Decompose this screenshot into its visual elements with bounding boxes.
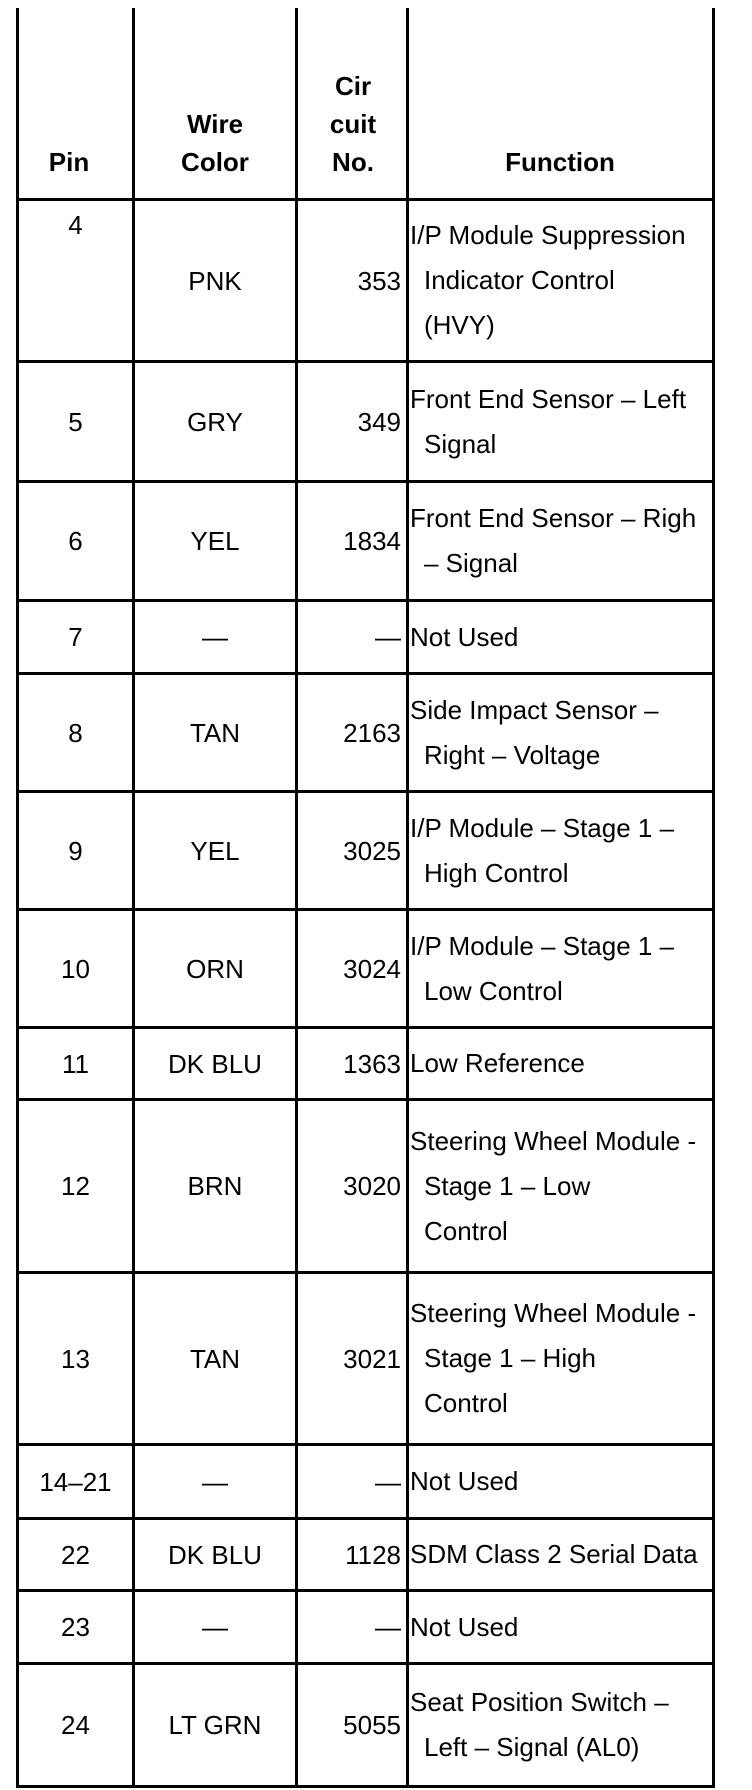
header-circuit-no-line-1: Cir [334,71,372,101]
circuit-cell: 349 [357,406,401,437]
wire-color-cell: TAN [189,717,241,748]
row-divider [16,1589,715,1592]
function-line: Control [424,1215,508,1246]
pin-cell: 24 [61,1710,90,1740]
circuit-cell: 3021 [343,1343,401,1374]
function-line: Signal [424,428,497,459]
function-line: – Signal [424,548,518,578]
wire-color-cell: BRN [187,1171,243,1201]
function-line: Control [424,1388,508,1418]
function-line: Front End Sensor – Left [410,383,687,414]
row-divider [16,1443,715,1446]
pin-cell: 23 [61,1612,90,1642]
function-cell [410,1459,712,1504]
function-line: Front End Sensor – Righ [410,503,697,533]
function-line: Not Used [410,1466,519,1496]
wire-color-cell: GRY [187,406,243,437]
wire-color-cell: — [202,1612,228,1642]
wire-color-cell: YEL [190,835,240,866]
pin-cell: 12 [61,1171,90,1201]
circuit-cell: 3024 [343,953,401,984]
function-line: I/P Module Suppression [410,220,686,250]
wire-color-cell: TAN [189,1343,241,1374]
wire-color-cell: LT GRN [168,1710,262,1740]
circuit-cell: 1363 [343,1048,401,1079]
header-function [410,143,710,181]
header-wire-color-line-2: Color [181,147,249,177]
circuit-cell: — [375,1612,401,1642]
header-circuit-no-line-2: cuit [329,109,377,139]
row-divider [16,1026,715,1029]
wire-color-cell: ORN [186,953,244,984]
function-line: High Control [424,857,569,888]
pin-cell: 7 [68,622,83,652]
header-circuit-no [298,67,408,181]
function-cell [410,1291,712,1426]
header-function-label: Function [505,147,615,177]
pin-cell: 4 [68,210,83,240]
pin-cell: 14–21 [39,1466,112,1497]
function-line: (HVY) [424,310,495,340]
row-divider [16,599,715,602]
wire-color-cell: — [202,622,228,652]
function-line: I/P Module – Stage 1 – [410,930,675,961]
function-line: Not Used [410,1611,519,1642]
pin-cell: 11 [62,1048,89,1079]
function-line: SDM Class 2 Serial Data [410,1539,698,1569]
wire-color-cell: YEL [190,526,240,556]
function-line: Steering Wheel Module - [410,1125,697,1156]
row-divider [16,1098,715,1101]
row-divider [16,1271,715,1274]
circuit-cell: 2163 [343,717,401,748]
function-line: Right – Voltage [424,739,601,770]
function-cell [410,615,712,660]
circuit-cell: — [375,1466,401,1497]
function-cell [410,1041,712,1086]
circuit-cell: 353 [357,265,401,296]
circuit-cell: 5055 [343,1710,401,1740]
function-line: Stage 1 – Low [424,1170,591,1201]
header-pin-label: Pin [48,147,90,177]
row-divider [16,908,715,911]
function-cell [410,806,712,896]
row-divider [16,360,715,363]
circuit-cell: — [375,622,401,652]
function-cell [410,924,712,1014]
pin-cell: 8 [68,717,83,748]
row-divider [16,1517,715,1520]
circuit-cell: 3025 [343,835,401,866]
function-line: Side Impact Sensor – [410,694,659,725]
header-wire-color [135,105,295,181]
function-line: Low Control [424,975,563,1006]
circuit-cell: 1834 [343,526,401,556]
function-cell [410,377,712,467]
function-line: Seat Position Switch – [410,1687,669,1717]
pin-cell: 5 [68,406,83,437]
function-line: Not Used [410,621,519,652]
function-cell [410,496,712,586]
function-cell [410,213,712,348]
row-divider [16,480,715,483]
function-line: Low Reference [410,1048,585,1078]
header-circuit-no-line-3: No. [332,147,374,177]
wire-color-cell: DK BLU [168,1539,262,1570]
function-line: Stage 1 – High [424,1343,597,1373]
function-line: Steering Wheel Module - [410,1298,697,1328]
function-cell [410,1532,712,1577]
row-divider [16,1662,715,1665]
circuit-cell: 1128 [345,1539,401,1570]
row-divider [16,1785,715,1788]
function-cell [410,1680,712,1770]
function-line: I/P Module – Stage 1 – [410,812,675,843]
row-divider [16,790,715,793]
pin-cell: 13 [61,1343,90,1374]
wire-color-cell: — [202,1466,228,1497]
function-line: Left – Signal (AL0) [424,1732,640,1762]
pin-cell: 6 [68,526,83,556]
wire-color-cell: PNK [188,265,242,296]
pin-cell: 22 [61,1539,90,1570]
function-cell [410,688,712,778]
function-cell [410,1605,712,1650]
function-cell [410,1119,712,1254]
wire-color-cell: DK BLU [168,1048,262,1079]
pin-cell: 10 [61,953,90,984]
row-divider [16,198,715,201]
row-divider [16,672,715,675]
header-pin [18,143,120,181]
pin-cell: 9 [68,835,83,866]
function-line: Indicator Control [424,265,615,295]
circuit-cell: 3020 [343,1171,401,1201]
header-wire-color-line-1: Wire [186,109,244,139]
